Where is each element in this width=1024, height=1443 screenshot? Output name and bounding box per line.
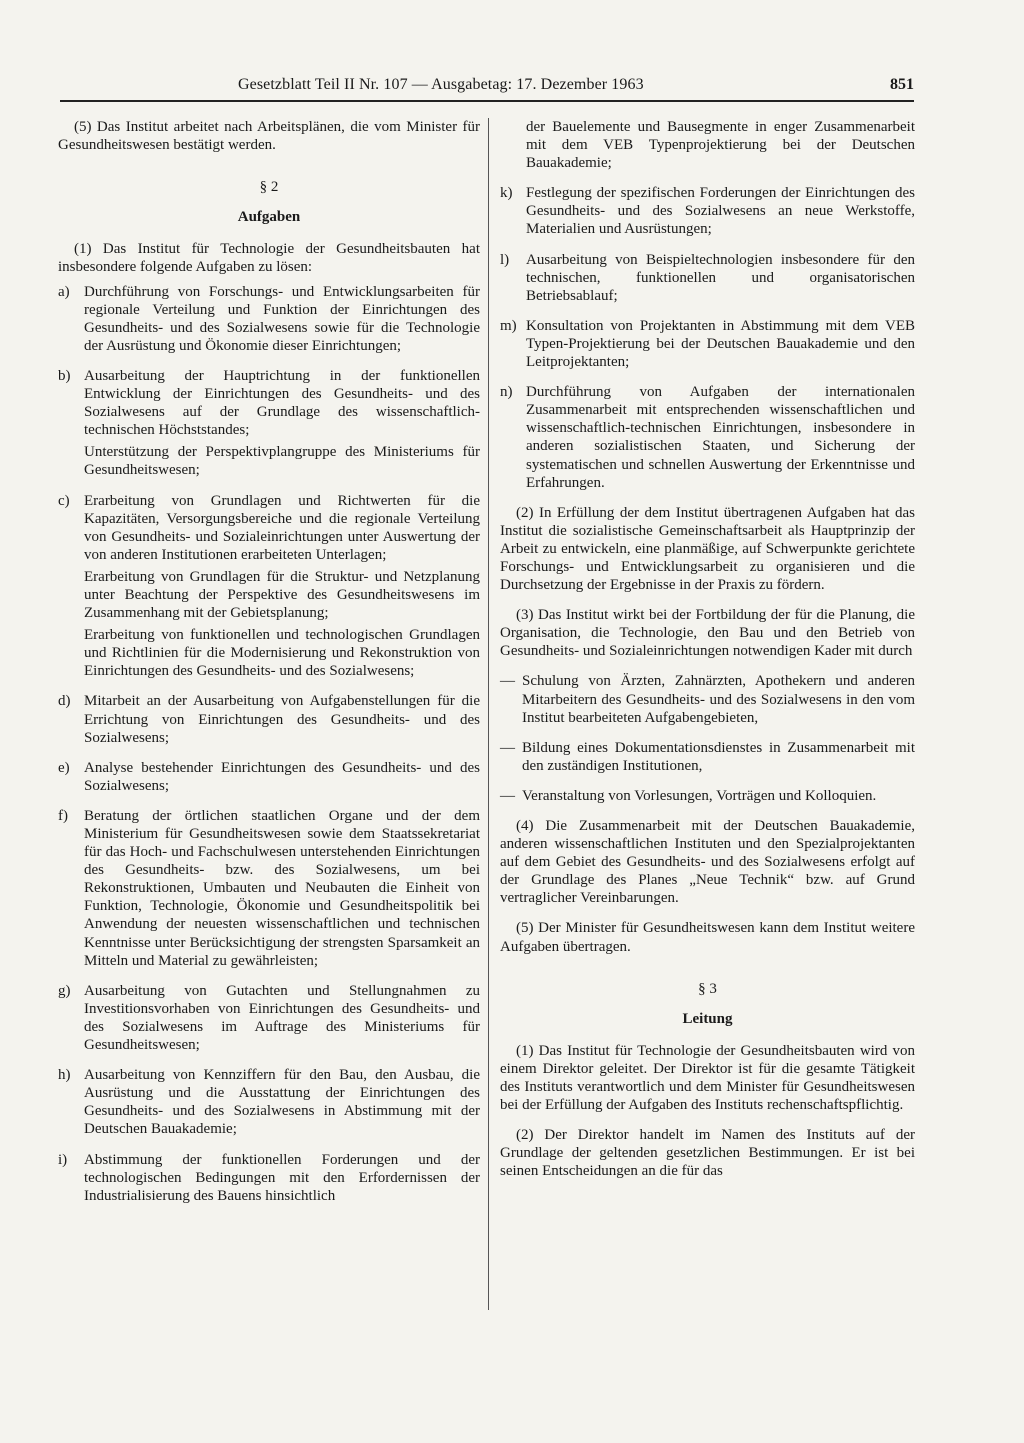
item-text: Festlegung der spezifischen Forderungen der Einrichtungen des Gesundheits- und des Sozialwesens an neue Werkstoffe, Materialien und Ausrüstungen; xyxy=(526,185,915,238)
section-2-paragraph-1: (1) Das Institut für Technologie der Gesundheitsbauten hat insbesondere folgende Aufgaben zu lösen: xyxy=(58,241,480,276)
item-text: Schulung von Ärzten, Zahnärzten, Apothekern und anderen Mitarbeitern des Gesundheits- und des Sozialwesens in den vom Institut bearbeiteten Aufgabengebieten, xyxy=(522,673,915,726)
section-2-paragraph-3: (3) Das Institut wirkt bei der Fortbildung der für die Planung, die Organisation, die Technologie, den Bau und den Betrieb von Gesundheits- und Sozialeinrichtungen notwendigen Kader mit durch xyxy=(500,607,915,660)
section-2-paragraph-5: (5) Der Minister für Gesundheitswesen kann dem Institut weitere Aufgaben übertragen. xyxy=(500,920,915,955)
list-item-f xyxy=(58,807,480,970)
dash-marker: — xyxy=(500,787,515,804)
section-3-paragraph-1: (1) Das Institut für Technologie der Gesundheitsbauten wird von einem Direktor geleitet. Der Direktor ist für die gesamte Tätigkeit des Instituts verantwortlich und dem Minister für Gesundheitswesen bei der Erfüllung der Aufgaben des Instituts rechenschaftspflichtig. xyxy=(500,1042,915,1114)
item-text: Ausarbeitung von Kennziffern für den Bau, den Ausbau, die Ausrüstung und die Ausstattung der Einrichtungen des Gesundheits- und des Sozialwesens in Abstimmung mit der Deutschen Bauakademie; xyxy=(84,1067,480,1138)
list-item-m xyxy=(500,317,915,371)
list-item-c-sub-2: Erarbeitung von funktionellen und technologischen Grundlagen und Richtlinien für die Modernisierung und Rekonstruktion von Einrichtungen des Gesundheits- und des Sozialwesens; xyxy=(84,627,480,680)
page-number: 851 xyxy=(890,76,914,93)
item-text: Abstimmung der funktionellen Forderungen und der technologischen Bedingungen mit den Erfordernissen der Industrialisierung des Bauens hinsichtlich xyxy=(84,1151,480,1204)
list-item-k xyxy=(500,184,915,238)
list-item-b xyxy=(58,367,480,439)
list-item-a xyxy=(58,283,480,355)
section-3-paragraph-2: (2) Der Direktor handelt im Namen des Instituts auf der Grundlage der geltenden gesetzlichen Bestimmungen. Er ist bei seinen Entscheidungen an die für das xyxy=(500,1127,915,1180)
item-text: Bildung eines Dokumentationsdienstes in Zusammenarbeit mit den zuständigen Institutionen, xyxy=(522,739,915,774)
list-item-c-sub-1: Erarbeitung von Grundlagen für die Struktur- und Netzplanung unter Beachtung der Perspektive des Gesundheitswesens im Zusammenhang mit der Gebietsplanung; xyxy=(84,568,480,622)
item-label: f) xyxy=(58,807,68,824)
item-label: m) xyxy=(500,317,517,334)
item-text: Durchführung von Forschungs- und Entwicklungsarbeiten für regionale Verteilung und Funktion der Einrichtungen des Gesundheits- und des Sozialwesens sowie für die Technologie der Ausrüstung und Ökonomie dieser Einrichtungen; xyxy=(84,283,480,354)
list-item-b-sub: Unterstützung der Perspektivplangruppe des Ministeriums für Gesundheitswesen; xyxy=(84,444,480,479)
dash-marker: — xyxy=(500,739,515,756)
item-text: Beratung der örtlichen staatlichen Organe und der dem Ministerium für Gesundheitswesen sowie dem Staatssekretariat für das Hoch- und Fachschulwesen unterstehenden Einrichtungen des Gesundheits- bzw. des Sozialwesens, um bei Rekonstruktionen, Umbauten und Neubauten die Einheit von Funktion, Technologie, Ökonomie und Gesundheitspolitik bei Anwendung der neuesten wissenschaftlichen und technischen Kenntnisse unter Berücksichtigung der strengsten Sparsamkeit an Mitteln und Material zu gewährleisten; xyxy=(84,807,480,969)
item-text: Veranstaltung von Vorlesungen, Vorträgen und Kolloquien. xyxy=(522,787,877,804)
header-title: Gesetzblatt Teil II Nr. 107 — Ausgabetag: 17. Dezember 1963 xyxy=(238,76,644,93)
item-text: Ausarbeitung von Beispieltechnologien insbesondere für den technischen, funktionellen und organisatorischen Betriebsablauf; xyxy=(526,251,915,304)
item-label: k) xyxy=(500,185,513,202)
paragraph-5: (5) Das Institut arbeitet nach Arbeitsplänen, die vom Minister für Gesundheitswesen bestätigt werden. xyxy=(58,119,480,154)
item-label: n) xyxy=(500,384,513,401)
section-2-number: § 2 xyxy=(259,179,279,196)
list-item-n xyxy=(500,383,915,492)
list-item-e xyxy=(58,759,480,795)
item-label: b) xyxy=(58,367,71,384)
list-item-g xyxy=(58,982,480,1054)
list-item-l xyxy=(500,251,915,305)
section-2-paragraph-2: (2) In Erfüllung der dem Institut übertragenen Aufgaben hat das Institut die sozialistische Gemeinschaftsarbeit als Hauptprinzip der Arbeit zu entwickeln, eine planmäßige, auf Schwerpunkte gerichtete Forschungs- und Entwicklungsarbeit zu organisieren und die Durchsetzung der Ergebnisse in der Praxis zu fördern. xyxy=(500,504,915,594)
item-label: i) xyxy=(58,1151,68,1168)
page-header xyxy=(60,74,914,102)
item-text: Durchführung von Aufgaben der internationalen Zusammenarbeit mit entsprechenden wissenschaftlichen und wissenschaftlich-technischen Einrichtungen, insbesondere in anderen sozialistischen Staaten, und Sicherung der systematischen und schnellen Auswertung der Erkenntnisse und Erfahrungen. xyxy=(526,384,915,491)
item-text: Mitarbeit an der Ausarbeitung von Aufgabenstellungen für die Errichtung von Einrichtungen des Gesundheits- und des Sozialwesens; xyxy=(84,693,480,746)
item-text: Analyse bestehender Einrichtungen des Gesundheits- und des Sozialwesens; xyxy=(84,759,480,794)
dash-marker: — xyxy=(500,673,515,690)
item-label: g) xyxy=(58,982,71,999)
section-3-number: § 3 xyxy=(698,980,717,997)
dash-item-1 xyxy=(500,672,915,726)
left-column xyxy=(58,118,480,1205)
list-item-i xyxy=(58,1151,480,1205)
item-text: Ausarbeitung der Hauptrichtung in der funktionellen Entwicklung der Einrichtungen des Gesundheits- und des Sozialwesens auf der Grundlage des wissenschaftlich-technischen Höchststandes; xyxy=(84,367,480,439)
item-label: e) xyxy=(58,759,70,776)
column-divider xyxy=(488,118,489,1310)
list-item-h xyxy=(58,1066,480,1138)
item-label: a) xyxy=(58,283,70,300)
list-item-d xyxy=(58,692,480,746)
dash-item-2 xyxy=(500,739,915,775)
item-text: Erarbeitung von Grundlagen und Richtwerten für die Kapazitäten, Versorgungsbereiche und die regionale Verteilung von Gesundheits- und Sozialeinrichtungen unter Auswertung der von anderen Institutionen erarbeiteten Unterlagen; xyxy=(84,492,480,563)
section-3-title: Leitung xyxy=(682,1010,733,1027)
section-2-paragraph-4: (4) Die Zusammenarbeit mit der Deutschen Bauakademie, anderen wissenschaftlichen Instituten und den Spezialprojektanten auf dem Gebiet des Gesundheits- und des Sozialwesens erfolgt auf der Grundlage des Planes „Neue Technik“ bzw. auf Grund vertraglicher Vereinbarungen. xyxy=(500,818,915,907)
dash-item-3 xyxy=(500,787,915,805)
item-label: l) xyxy=(500,251,510,268)
section-2-title: Aufgaben xyxy=(237,209,301,226)
list-item-c xyxy=(58,492,480,564)
right-column xyxy=(500,118,915,1181)
item-label: h) xyxy=(58,1067,71,1084)
item-text: Konsultation von Projektanten in Abstimmung mit dem VEB Typen-Projektierung bei der Deutschen Bauakademie und den Leitprojektanten; xyxy=(526,317,915,371)
list-item-i-continued: der Bauelemente und Bausegmente in enger Zusammenarbeit mit dem VEB Typenprojektierung bei der Deutschen Bauakademie; xyxy=(526,119,915,172)
item-label: c) xyxy=(58,492,70,509)
item-text: Ausarbeitung von Gutachten und Stellungnahmen zu Investitionsvorhaben von Einrichtungen des Gesundheits- und des Sozialwesens im Auftrage des Ministeriums für Gesundheitswesen; xyxy=(84,982,480,1054)
item-label: d) xyxy=(58,693,71,710)
